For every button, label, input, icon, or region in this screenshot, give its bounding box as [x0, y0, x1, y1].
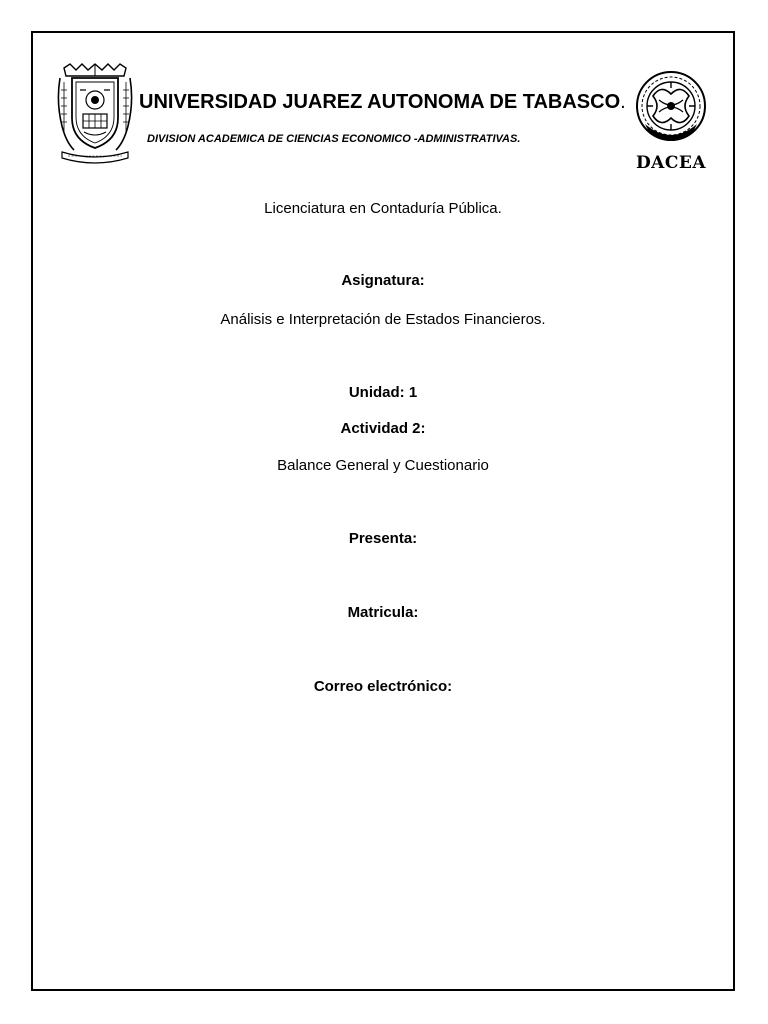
presenter-label: Presenta:	[348, 530, 418, 547]
email-label: Correo electrónico:	[313, 678, 453, 695]
matricula-label: Matricula:	[347, 604, 419, 621]
university-name-period: .	[620, 91, 626, 113]
unit-label: Unidad: 1	[348, 384, 418, 401]
dacea-logo-caption: DACEA	[635, 153, 707, 173]
division-subtitle: DIVISION ACADEMICA DE CIENCIAS ECONOMICO -ADMINISTRATIVAS.	[147, 133, 521, 145]
activity-label: Actividad 2:	[340, 420, 426, 437]
university-title	[139, 91, 626, 114]
university-crest-logo	[56, 62, 134, 166]
program-name: Licenciatura en Contaduría Pública.	[264, 200, 502, 217]
university-name: UNIVERSIDAD JUAREZ AUTONOMA DE TABASCO	[139, 91, 621, 113]
activity-value: Balance General y Cuestionario	[277, 457, 489, 474]
page-border	[31, 31, 735, 991]
subject-value: Análisis e Interpretación de Estados Financieros.	[220, 311, 546, 328]
subject-label: Asignatura:	[341, 272, 425, 289]
